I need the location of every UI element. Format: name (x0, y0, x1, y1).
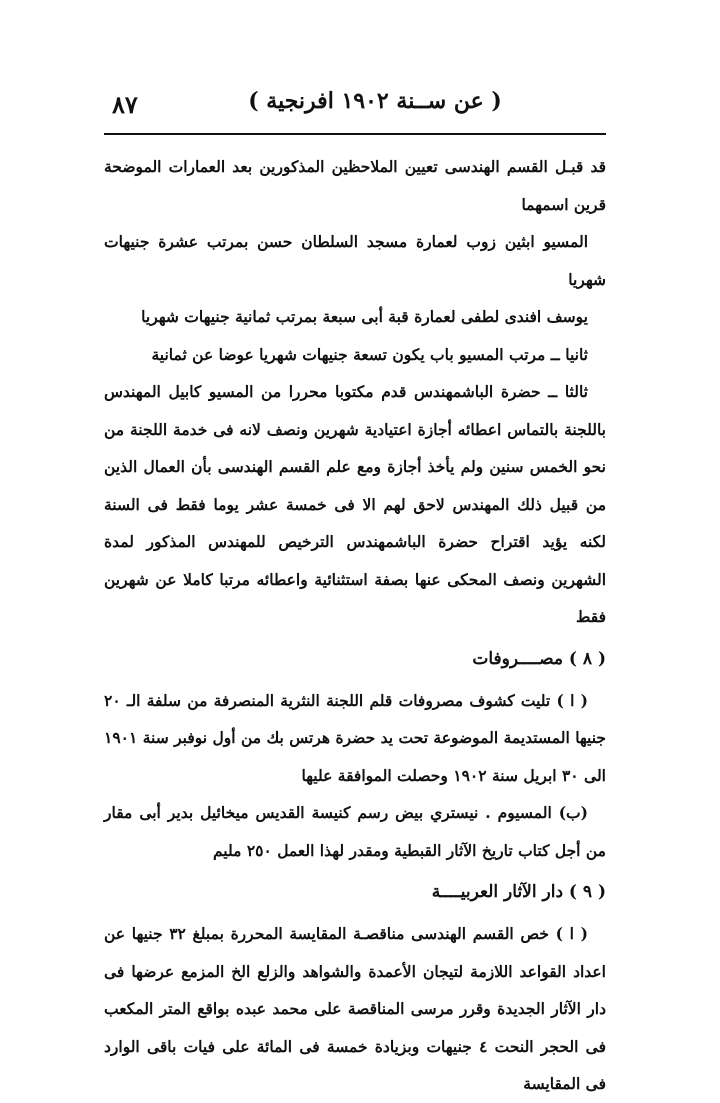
paragraph-second: ثانيا ــ مرتب المسيو باب يكون تسعة جنيهات شهريا عوضا عن ثمانية (151, 344, 588, 364)
paragraph-third: ثالثا ــ حضرة الباشمهندس قدم مكتوبا محررا من المسيو كابيل المهندس باللجنة بالتماس اعطائه أجازة اعتيادية شهرين ونصف لانه فى خدمة اللجنة من نحو الخمس سنين ولم يأخذ أجازة ومع علم القسم الهندسى بأن العمال الذين من قبيل ذلك المهندس لاحق لهم الا فى خمسة عشر يوما فقط فى السنة لكنه يؤيد اقتراح حضرة الباشمهندس الترخيص للمهندس المذكور لمدة الشهرين ونصف المحكى عنها بصفة استثنائية واعطائه مرتبا كاملا عن شهرين فقط (104, 382, 606, 626)
paragraph-item: يوسف افندى لطفى لعمارة قبة أبى سبعة بمرتب ثمانية جنيهات شهريا (141, 307, 588, 326)
section-heading-arab-museum: ( ٩ ) دار الآثار العربيــــة (431, 882, 606, 902)
paragraph-intro: قد قبـل القسم الهندسى تعيين الملاحظين المذكورين بعد العمارات الموضحة قرين اسمهما (104, 157, 606, 214)
page-number: ٨٧ (112, 90, 138, 119)
paragraph-expenses-b: (ب) المسيوم . نيستري بيض رسم كنيسة القديس ميخائيل بدير أبى مقار من أجل كتاب تاريخ الآثار القبطية ومقدر لهذا العمل ٢٥٠ مليم (104, 803, 606, 860)
paragraph-expenses-a: ( ا ) تليت كشوف مصروفات قلم اللجنة النثرية المنصرفة من سلفة الـ ٢٠ جنيها المستديمة الموضوعة تحت يد حضرة هرتس بك من أول نوفبر سنة ١٩٠١ الى ٣٠ ابريل سنة ١٩٠٢ وحصلت الموافقة عليها (104, 690, 606, 785)
page-header (0, 88, 720, 128)
paragraph-museum-a: ( ا ) خص القسم الهندسى مناقصـة المقايسة المحررة بمبلغ ٣٢ جنيها عن اعداد القواعد اللازمة لتيجان الأعمدة والشواهد والزلع الخ المزمع عرضها فى دار الآثار الجديدة وقرر مرسى المناقصة على محمد عبده بواقع المتر المكعب فى الحجر النحت ٤ جنيهات وبزيادة خمسة فى المائة على فيات باقى الوارد فى المقايسة (104, 924, 607, 1093)
section-heading-expenses: ( ٨ ) مصــــروفات (472, 648, 606, 669)
header-rule (104, 133, 606, 135)
page-body (104, 148, 606, 1103)
running-title: ( عن ســنة ١٩٠٢ افرنجية ) (248, 88, 502, 114)
paragraph-item: المسيو ابثين زوب لعمارة مسجد السلطان حسن بمرتب عشرة جنيهات شهريا (104, 232, 606, 289)
